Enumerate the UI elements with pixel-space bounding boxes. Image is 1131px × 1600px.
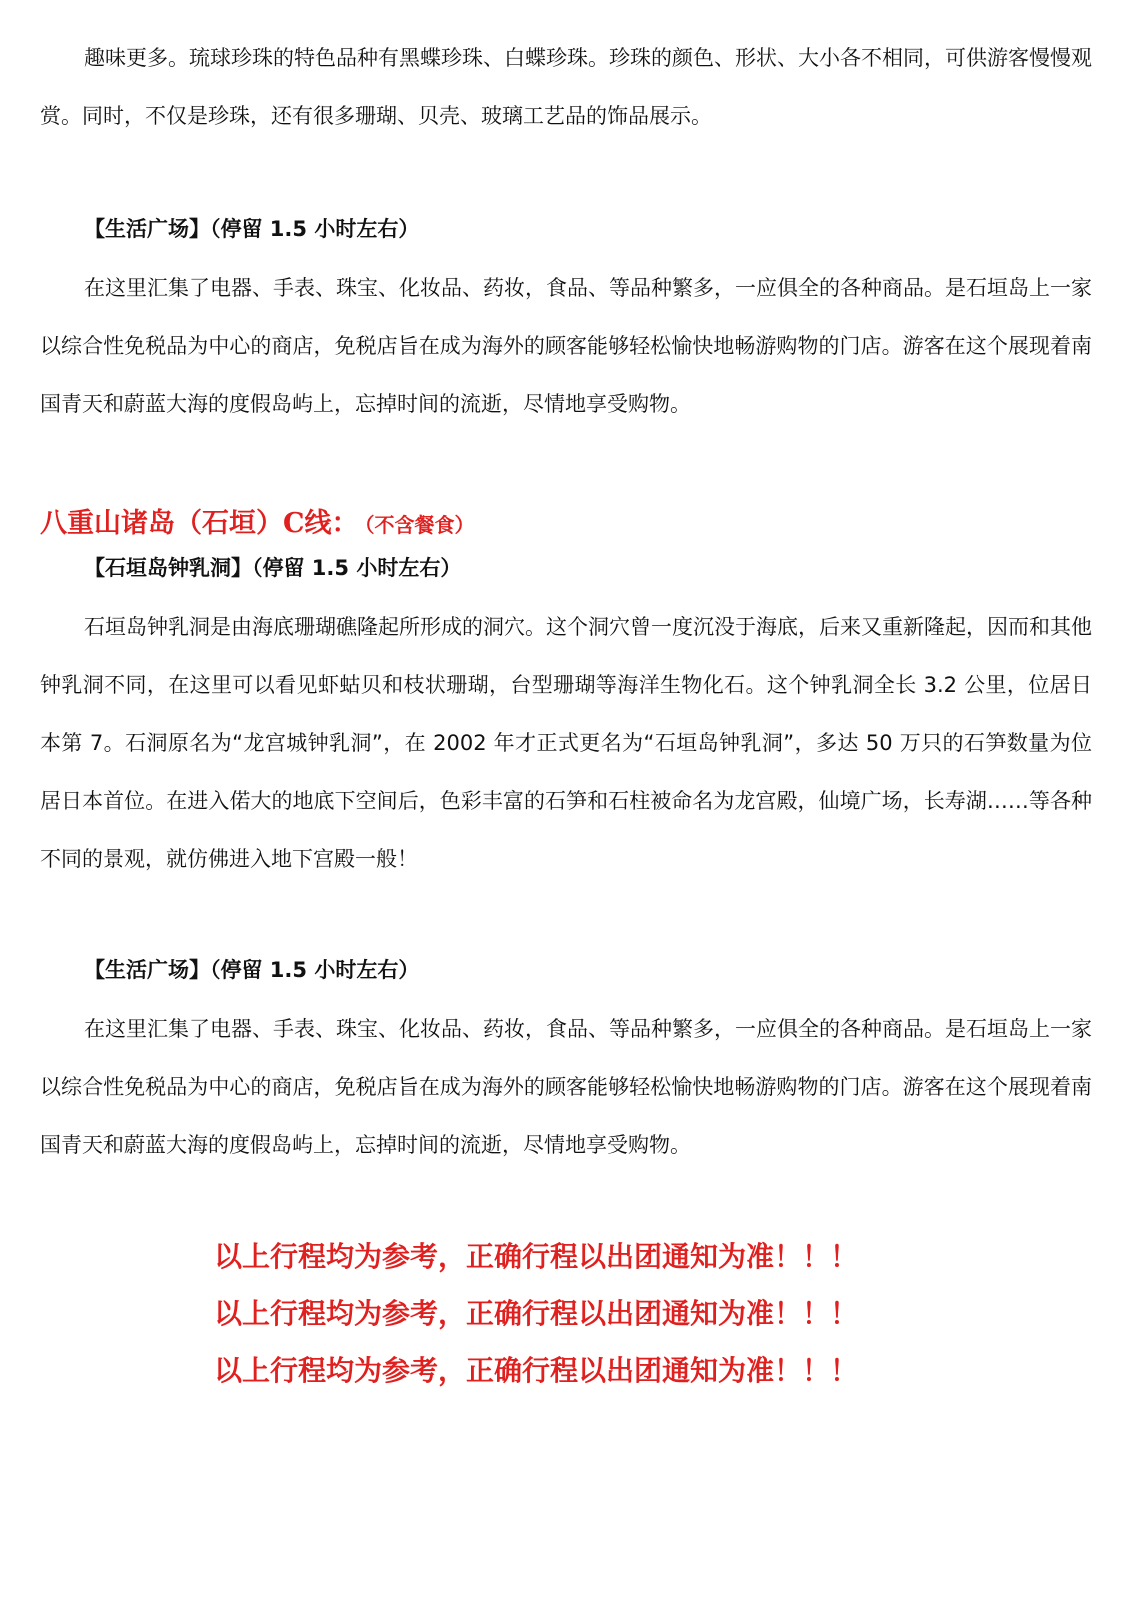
plaza-heading-1: 【生活广场】（停留 1.5 小时左右） — [84, 217, 420, 241]
cave-heading: 【石垣岛钟乳洞】（停留 1.5 小时左右） — [84, 556, 462, 580]
meal-note: （不含餐食） — [364, 513, 475, 537]
intro-paragraph: 趣味更多。琉球珍珠的特色品种有黑蝶珍珠、白蝶珍珠。珍珠的颜色、形状、大小各不相同，可供游客慢慢观赏。同时，不仅是珍珠，还有很多珊瑚、贝壳、玻璃工艺品的饰品展示。 — [40, 46, 1092, 128]
plaza-paragraph-1: 在这里汇集了电器、手表、珠宝、化妆品、药妆，食品、等品种繁多，一应俱全的各种商品。是石垣岛上一家以综合性免税品为中心的商店，免税店旨在成为海外的顾客能够轻松愉快地畅游购物的门店。游客在这个展现着南国青天和蔚蓝大海的度假岛屿上，忘掉时间的流逝，尽情地享受购物。 — [40, 276, 1092, 416]
disclaimer-notice-1: 以上行程均为参考，正确行程以出团通知为准！！！ — [214, 1240, 859, 1273]
disclaimer-notice-2: 以上行程均为参考，正确行程以出团通知为准！！！ — [214, 1297, 859, 1330]
cave-paragraph: 石垣岛钟乳洞是由海底珊瑚礁隆起所形成的洞穴。这个洞穴曾一度沉没于海底，后来又重新隆起，因而和其他钟乳洞不同，在这里可以看见虾蛄贝和枝状珊瑚，台型珊瑚等海洋生物化石。这个钟乳洞全长 3.2 公里，位居日本第 7。石洞原名为“龙宫城钟乳洞”，在 2002 年才正式更名为“石垣岛钟乳洞”，多达 50 万只的石笋数量为位居日本首位。在进入偌大的地底下空间后，色彩丰富的石笋和石柱被命名为龙宫殿，仙境广场，长寿湖……等各种不同的景观，就仿佛进入地下宫殿一般！ — [40, 615, 1092, 871]
plaza-paragraph-2: 在这里汇集了电器、手表、珠宝、化妆品、药妆，食品、等品种繁多，一应俱全的各种商品。是石垣岛上一家以综合性免税品为中心的商店，免税店旨在成为海外的顾客能够轻松愉快地畅游购物的门店。游客在这个展现着南国青天和蔚蓝大海的度假岛屿上，忘掉时间的流逝，尽情地享受购物。 — [40, 1017, 1092, 1157]
plaza-heading-2: 【生活广场】（停留 1.5 小时左右） — [84, 958, 420, 982]
route-c-section-title — [40, 504, 475, 545]
route-c-title: 八重山诸岛（石垣）C线： — [40, 508, 359, 539]
disclaimer-notice-3: 以上行程均为参考，正确行程以出团通知为准！！！ — [214, 1354, 859, 1387]
